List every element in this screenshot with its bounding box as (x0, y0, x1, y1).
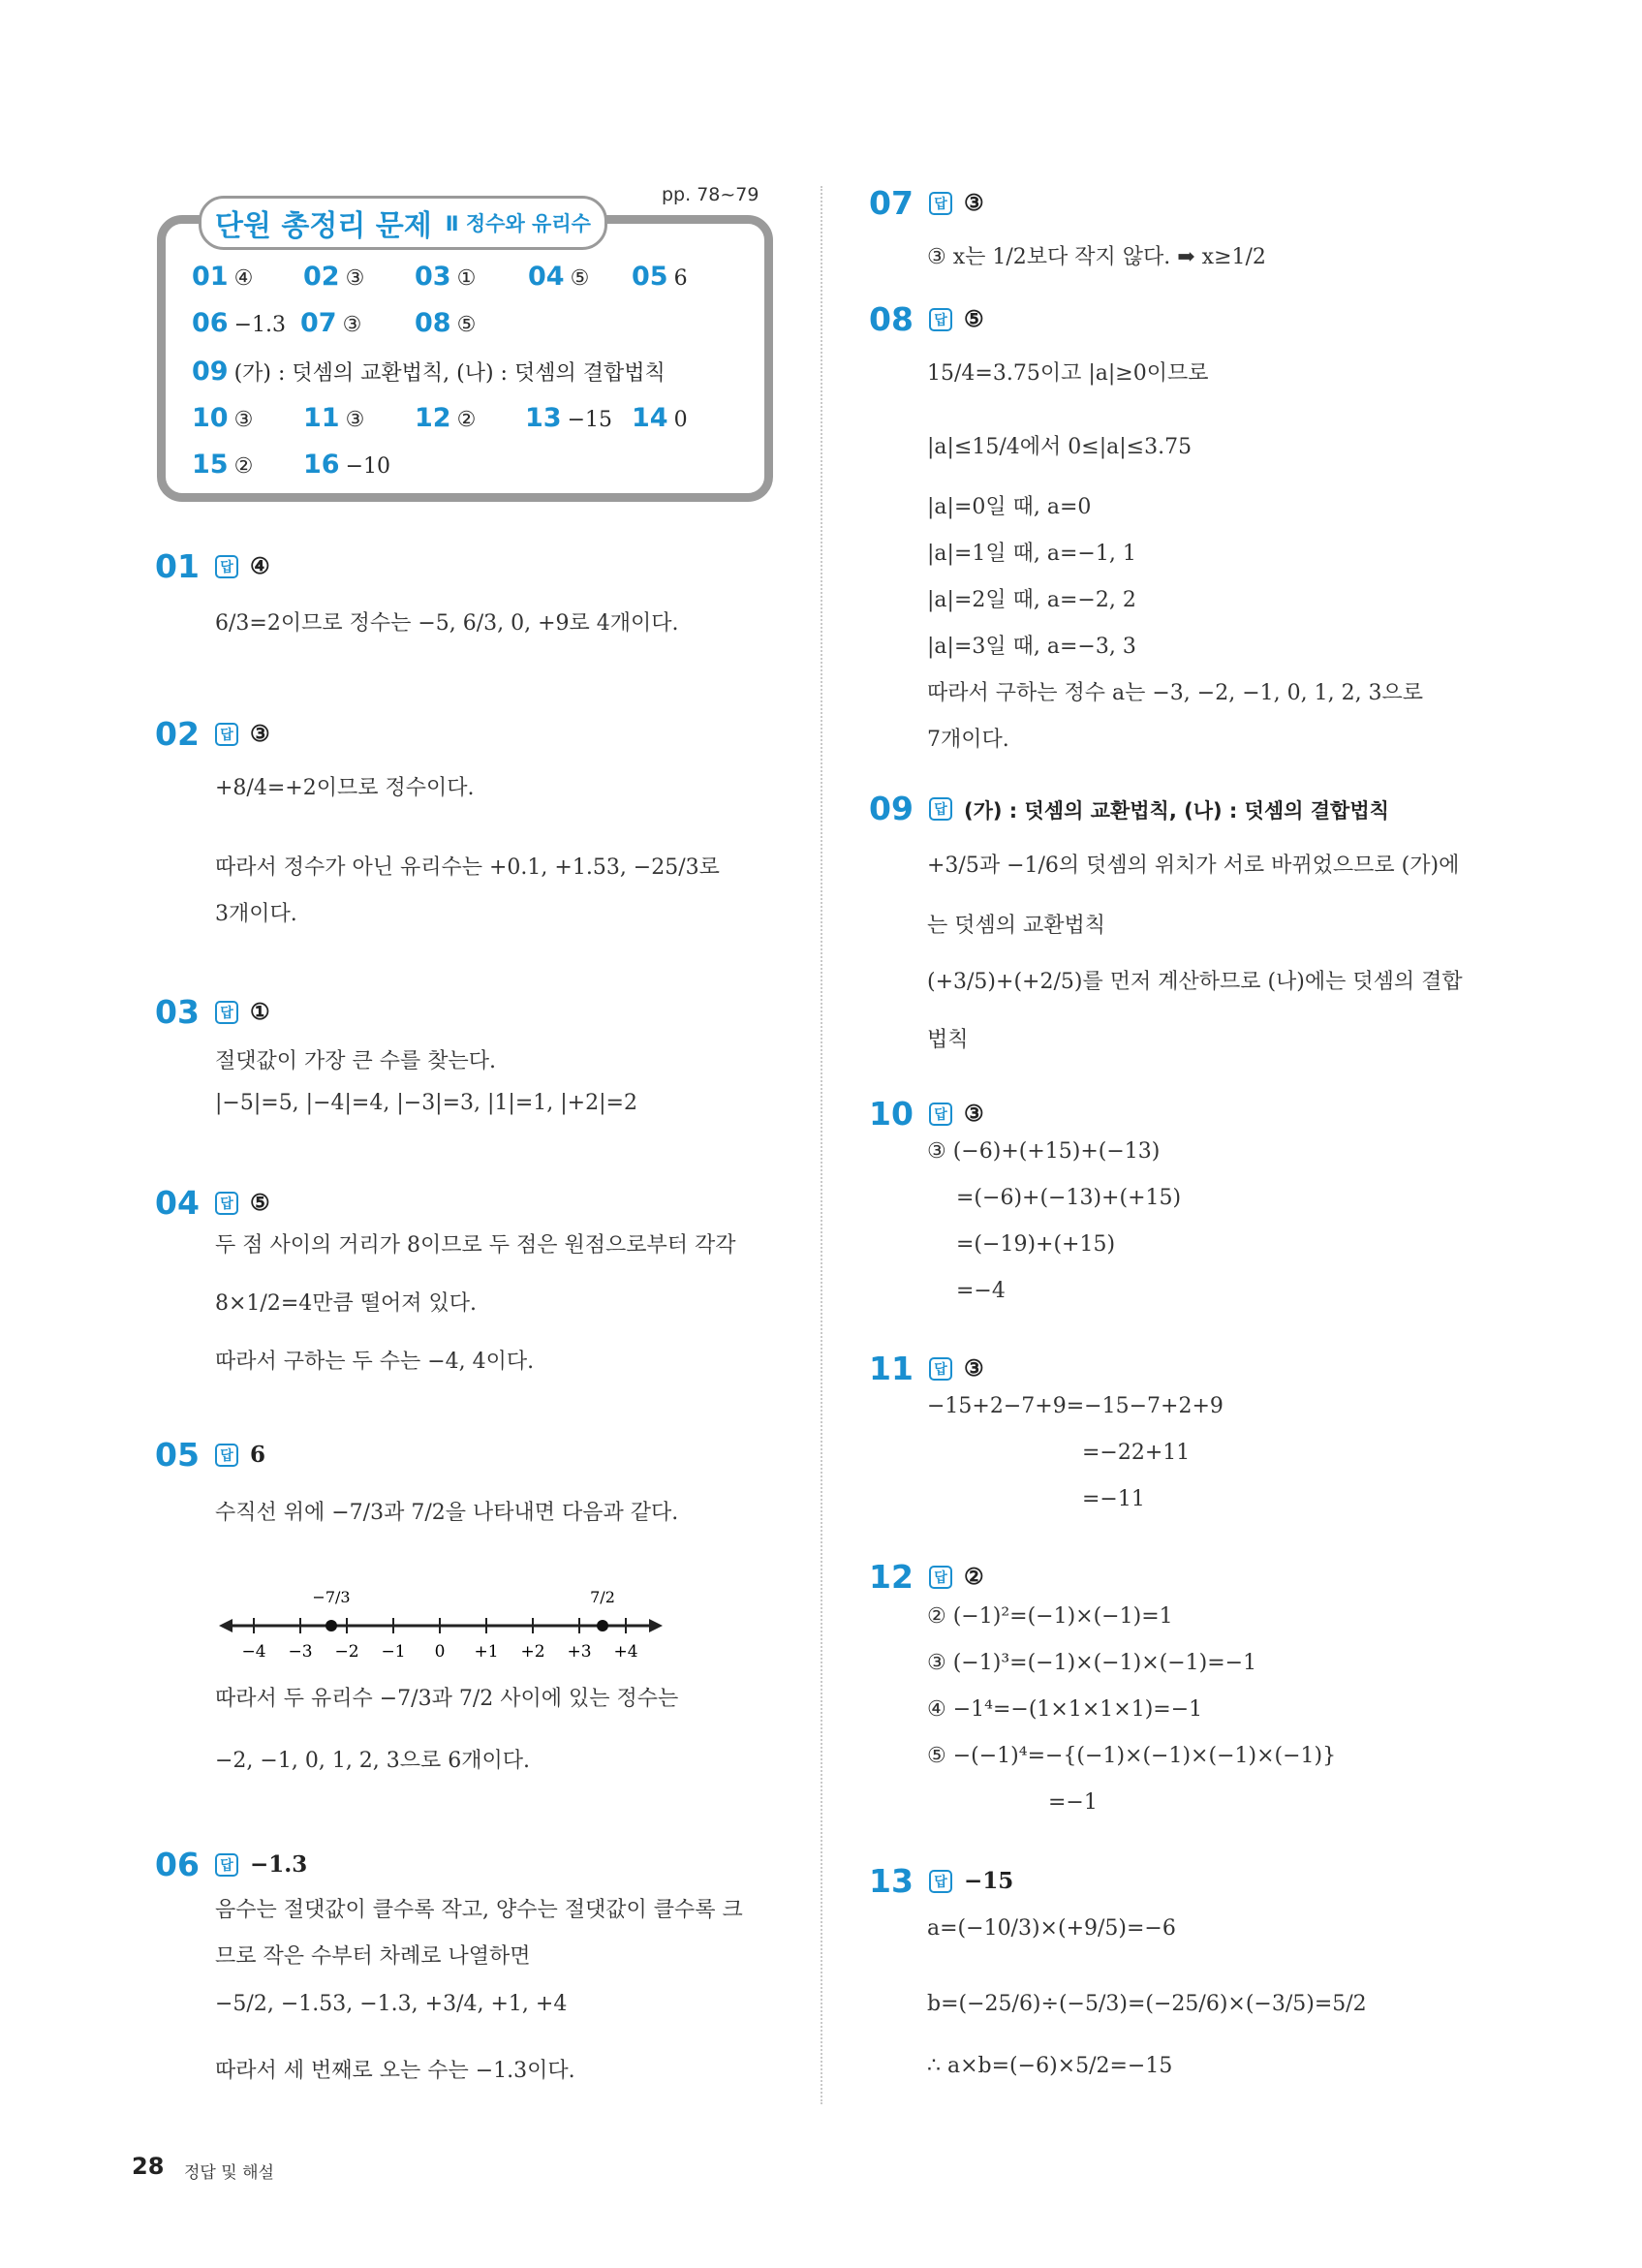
problem-number: 12 (869, 1558, 914, 1596)
solution-line: ④ −1⁴=−(1×1×1×1)=−1 (927, 1697, 1203, 1722)
solution-line: 3개이다. (215, 902, 297, 926)
summary-item (525, 403, 612, 433)
summary-item (303, 403, 364, 433)
problem-answer: ⑤ (964, 306, 984, 332)
answer-badge-icon: 답 (215, 723, 238, 746)
solution-line: =−1 (1048, 1790, 1098, 1815)
arrow-right-icon (649, 1619, 663, 1632)
summary-item (192, 262, 253, 292)
problem-number: 05 (155, 1436, 200, 1474)
page-number: 28 (132, 2153, 165, 2180)
summary-item (415, 262, 476, 292)
answer-badge-icon: 답 (215, 1853, 238, 1877)
problem-answer: −15 (964, 1868, 1014, 1894)
solution-line: |a|=3일 때, a=−3, 3 (927, 635, 1136, 659)
problem-number: 07 (869, 184, 914, 222)
summary-item-number: 05 (632, 262, 668, 292)
number-line-tick-label: 0 (434, 1642, 446, 1662)
problem-answer: ③ (250, 721, 270, 747)
summary-item-answer: −15 (567, 408, 613, 432)
summary-item-answer: 0 (673, 408, 688, 432)
column-divider (821, 186, 822, 2104)
solution-line: |a|=1일 때, a=−1, 1 (927, 542, 1136, 566)
solution-line: |a|≤15/4에서 0≤|a|≤3.75 (927, 435, 1193, 459)
answer-badge-icon: 답 (929, 1566, 952, 1589)
problem-number: 02 (155, 715, 200, 753)
problem-answer: −1.3 (250, 1851, 308, 1878)
problem-answer: ④ (250, 553, 270, 579)
solution-line: ③ (−1)³=(−1)×(−1)×(−1)=−1 (927, 1651, 1257, 1675)
problem-number: 13 (869, 1862, 914, 1900)
solution-line: (+3/5)+(+2/5)를 먼저 계산하므로 (나)에는 덧셈의 결합 (927, 970, 1463, 994)
summary-item-number: 14 (632, 403, 668, 433)
answer-badge-icon: 답 (929, 192, 952, 215)
solution-line: 따라서 구하는 정수 a는 −3, −2, −1, 0, 1, 2, 3으로 (927, 681, 1424, 705)
summary-item (415, 403, 476, 433)
solution-line: 절댓값이 가장 큰 수를 찾는다. (215, 1049, 496, 1073)
problem-number: 11 (869, 1350, 914, 1387)
summary-item (303, 262, 364, 292)
number-line-point (597, 1620, 608, 1631)
number-line-tick-label: −3 (288, 1642, 313, 1662)
summary-item-number: 12 (415, 403, 451, 433)
summary-item-number: 15 (192, 450, 229, 480)
summary-item (415, 308, 476, 338)
answer-badge-icon: 답 (929, 1870, 952, 1893)
solution-line: |a|=0일 때, a=0 (927, 495, 1092, 519)
summary-item (192, 357, 666, 387)
summary-unit: Ⅱ 정수와 유리수 (445, 212, 591, 235)
solution-line: =−11 (1082, 1487, 1145, 1511)
problem-answer: ① (250, 999, 270, 1025)
summary-item-answer: 6 (673, 266, 688, 291)
solution-line: 7개이다. (927, 728, 1009, 752)
summary-item-number: 07 (300, 308, 337, 338)
solution-line: 따라서 구하는 두 수는 −4, 4이다. (215, 1350, 535, 1374)
problem-answer: ② (964, 1564, 984, 1590)
summary-item-number: 11 (303, 403, 340, 433)
summary-item (192, 450, 253, 480)
summary-item-number: 13 (525, 403, 562, 433)
solution-line: ∴ a×b=(−6)×5/2=−15 (927, 2054, 1173, 2078)
summary-item-answer: −1.3 (233, 313, 286, 337)
solution-line: =(−19)+(+15) (956, 1232, 1116, 1257)
problem-number: 09 (869, 790, 914, 827)
page-range: pp. 78~79 (662, 184, 759, 205)
summary-item-number: 16 (303, 450, 340, 480)
answer-badge-icon: 답 (929, 797, 952, 821)
solution-line: 15/4=3.75이고 |a|≥0이므로 (927, 361, 1209, 386)
solution-line: =−22+11 (1082, 1441, 1191, 1465)
solution-line: 6/3=2이므로 정수는 −5, 6/3, 0, +9로 4개이다. (215, 611, 679, 636)
summary-item-answer: ④ (233, 266, 254, 291)
solution-line: ③ (−6)+(+15)+(−13) (927, 1139, 1161, 1164)
solution-line: 따라서 세 번째로 오는 수는 −1.3이다. (215, 2059, 575, 2083)
summary-item-number: 02 (303, 262, 340, 292)
solution-line: =(−6)+(−13)+(+15) (956, 1186, 1182, 1210)
problem-number: 08 (869, 300, 914, 338)
summary-item-answer: ① (456, 266, 477, 291)
solution-line: +3/5과 −1/6의 덧셈의 위치가 서로 바뀌었으므로 (가)에 (927, 854, 1460, 878)
answer-badge-icon: 답 (215, 1192, 238, 1215)
problem-answer: ③ (964, 190, 984, 216)
answer-badge-icon: 답 (929, 1103, 952, 1126)
summary-item-answer: ③ (233, 408, 254, 432)
summary-item-answer: ⑤ (456, 313, 477, 337)
summary-item-answer: ③ (345, 266, 365, 291)
summary-item-number: 09 (192, 357, 229, 387)
problem-number: 04 (155, 1184, 200, 1222)
problem-number: 03 (155, 993, 200, 1031)
summary-item-number: 06 (192, 308, 229, 338)
summary-item-number: 01 (192, 262, 229, 292)
solution-line: =−4 (956, 1279, 1006, 1303)
summary-item (303, 450, 390, 480)
summary-item (528, 262, 589, 292)
solution-line: ② (−1)²=(−1)×(−1)=1 (927, 1604, 1173, 1629)
solution-line: a=(−10/3)×(+9/5)=−6 (927, 1916, 1176, 1941)
answer-badge-icon: 답 (929, 308, 952, 331)
solution-line: ⑤ −(−1)⁴=−{(−1)×(−1)×(−1)×(−1)} (927, 1744, 1337, 1768)
number-line-point-label: −7/3 (312, 1588, 351, 1606)
number-line-point-label: 7/2 (590, 1588, 615, 1606)
solution-line: 따라서 정수가 아닌 유리수는 +0.1, +1.53, −25/3로 (215, 855, 720, 880)
number-line-tick-label: +3 (567, 1642, 592, 1662)
problem-number: 06 (155, 1846, 200, 1883)
solution-line: 므로 작은 수부터 차례로 나열하면 (215, 1944, 531, 1969)
summary-title (199, 196, 607, 250)
summary-item-number: 04 (528, 262, 565, 292)
solution-line: 법칙 (927, 1028, 969, 1052)
summary-item-answer: ③ (342, 313, 362, 337)
number-line-tick-label: −4 (241, 1642, 266, 1662)
problem-answer: ③ (964, 1101, 984, 1127)
footer-label: 정답 및 해설 (184, 2163, 274, 2183)
solution-line: 는 덧셈의 교환법칙 (927, 914, 1106, 938)
summary-item-answer: ② (456, 408, 477, 432)
answer-badge-icon: 답 (929, 1357, 952, 1381)
solution-line: 따라서 두 유리수 −7/3과 7/2 사이에 있는 정수는 (215, 1687, 679, 1711)
solution-line: ③ x는 1/2보다 작지 않다. ➡ x≥1/2 (927, 245, 1266, 269)
summary-item (632, 262, 688, 292)
solution-line: 8×1/2=4만큼 떨어져 있다. (215, 1291, 478, 1316)
summary-item-answer: ③ (345, 408, 365, 432)
problem-number: 01 (155, 547, 200, 585)
summary-item-answer: ② (233, 454, 254, 479)
problem-answer: 6 (250, 1442, 266, 1468)
solution-line: b=(−25/6)÷(−5/3)=(−25/6)×(−3/5)=5/2 (927, 1992, 1367, 2016)
summary-item-number: 08 (415, 308, 451, 338)
solution-line: 두 점 사이의 거리가 8이므로 두 점은 원점으로부터 각각 (215, 1233, 736, 1258)
number-line-tick-label: +4 (613, 1642, 638, 1662)
problem-number: 10 (869, 1095, 914, 1133)
problem-answer: (가) : 덧셈의 교환법칙, (나) : 덧셈의 결합법칙 (964, 799, 1389, 823)
solution-line: 음수는 절댓값이 클수록 작고, 양수는 절댓값이 클수록 크 (215, 1898, 743, 1922)
solution-line: −15+2−7+9=−15−7+2+9 (927, 1394, 1224, 1418)
arrow-left-icon (219, 1619, 232, 1632)
summary-title-text: 단원 총정리 문제 (215, 209, 432, 243)
problem-answer: ⑤ (250, 1190, 270, 1216)
summary-item (632, 403, 688, 433)
answer-badge-icon: 답 (215, 555, 238, 578)
solution-line: −5/2, −1.53, −1.3, +3/4, +1, +4 (215, 1992, 568, 2016)
summary-item (192, 308, 286, 338)
summary-item-answer: (가) : 덧셈의 교환법칙, (나) : 덧셈의 결합법칙 (233, 361, 666, 386)
solution-line: |a|=2일 때, a=−2, 2 (927, 588, 1136, 612)
problem-answer: ③ (964, 1355, 984, 1382)
answer-badge-icon: 답 (215, 1001, 238, 1024)
solution-line: +8/4=+2이므로 정수이다. (215, 776, 475, 800)
summary-item (192, 403, 253, 433)
answer-badge-icon: 답 (215, 1444, 238, 1467)
number-line-tick-label: +2 (520, 1642, 545, 1662)
solution-line: 수직선 위에 −7/3과 7/2을 나타내면 다음과 같다. (215, 1501, 679, 1525)
number-line-point (325, 1620, 337, 1631)
number-line-tick-label: +1 (474, 1642, 499, 1662)
number-line-tick-label: −2 (334, 1642, 359, 1662)
summary-item-answer: −10 (345, 454, 391, 479)
summary-item (300, 308, 361, 338)
solution-line: −2, −1, 0, 1, 2, 3으로 6개이다. (215, 1749, 531, 1773)
solution-line: |−5|=5, |−4|=4, |−3|=3, |1|=1, |+2|=2 (215, 1091, 637, 1115)
summary-item-answer: ⑤ (570, 266, 590, 291)
summary-item-number: 03 (415, 262, 451, 292)
summary-item-number: 10 (192, 403, 229, 433)
number-line-tick-label: −1 (381, 1642, 406, 1662)
number-line (215, 1569, 670, 1676)
